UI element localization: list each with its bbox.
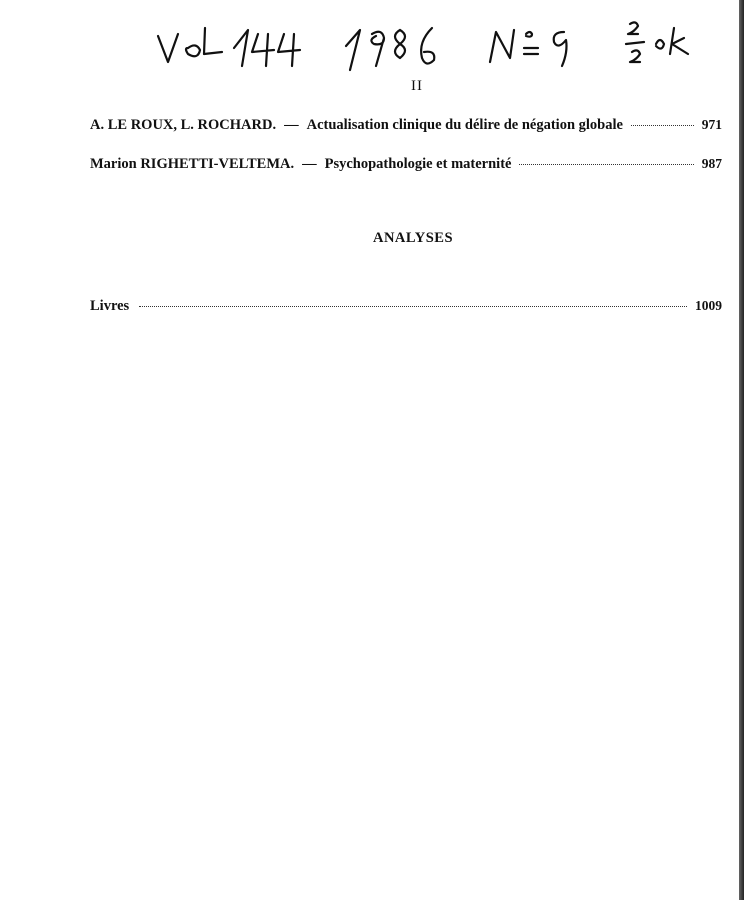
entry-page-number: 987 — [701, 156, 722, 171]
dot-leader — [139, 306, 687, 307]
page-number: II — [411, 78, 423, 94]
section-heading: ANALYSES — [372, 230, 454, 246]
entry-separator: — — [284, 117, 299, 133]
entry-title: Psychopathologie et maternité — [324, 156, 512, 172]
entry-page-number: 1009 — [695, 298, 722, 313]
handwriting-drawing — [150, 14, 710, 74]
toc-entry — [90, 117, 722, 134]
toc-entry — [90, 156, 722, 173]
entry-authors: Marion RIGHETTI-VELTEMA. — [90, 156, 295, 172]
dot-leader — [631, 125, 694, 126]
entry-title: Actualisation clinique du délire de négation globale — [306, 117, 623, 133]
entry-page-number: 971 — [701, 117, 722, 132]
scan-edge-shadow — [739, 0, 744, 900]
handwritten-annotation — [150, 14, 710, 74]
toc-entry — [90, 298, 722, 315]
entry-authors: A. LE ROUX, L. ROCHARD. — [90, 117, 277, 133]
entry-title: Livres — [90, 298, 130, 314]
entry-separator: — — [302, 156, 317, 172]
dot-leader — [519, 164, 693, 165]
